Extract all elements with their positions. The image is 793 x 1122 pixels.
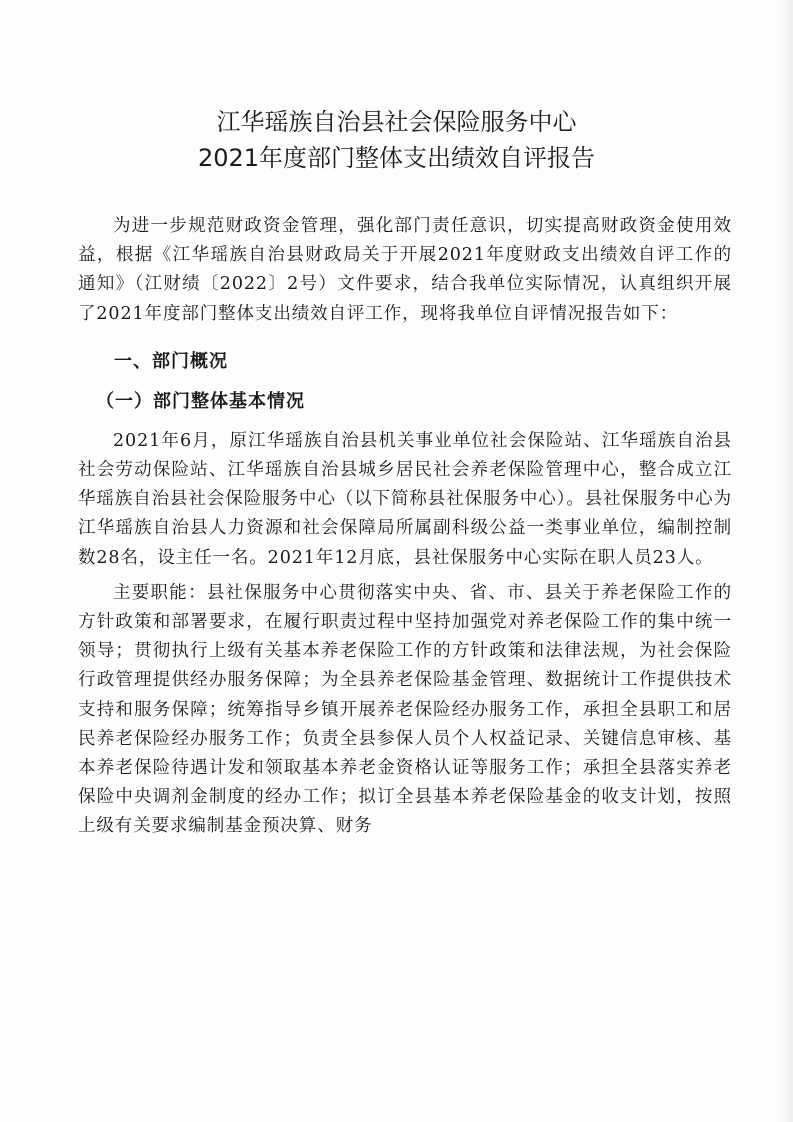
- section-heading-overview: 一、部门概况: [114, 350, 228, 372]
- title-block: [60, 104, 733, 176]
- basic-info-paragraph: 2021年6月，原江华瑶族自治县机关事业单位社会保险站、江华瑶族自治县社会劳动保险站、江华瑶族自治县城乡居民社会养老保险管理中心，整合成立江华瑶族自治县社会保险服务中心（以下简称县社保服务中心）。县社保服务中心为江华瑶族自治县人力资源和社会保障局所属副科级公益一类事业单位，编制控制数28名，设主任一名。2021年12月底，县社保服务中心实际在职人员23人。: [78, 430, 732, 568]
- title-line-1: 江华瑶族自治县社会保险服务中心: [216, 108, 577, 136]
- title-line-2: 2021年度部门整体支出绩效自评报告: [197, 144, 596, 172]
- subsection-heading-basic: （一）部门整体基本情况: [96, 390, 305, 412]
- duties-paragraph: 主要职能：县社保服务中心贯彻落实中央、省、市、县关于养老保险工作的方针政策和部署要求，在履行职责过程中坚持加强党对养老保险工作的集中统一领导；贯彻执行上级有关基本养老保险工作的方针政策和法律法规，为社会保险行政管理提供经办服务保障；为全县养老保险基金管理、数据统计工作提供技术支持和服务保障；统筹指导乡镇开展养老保险经办服务工作，承担全县职工和居民养老保险经办服务工作；负责全县参保人员个人权益记录、关键信息审核、基本养老保险待遇计发和领取基本养老金资格认证等服务工作；承担全县落实养老保险中央调剂金制度的经办工作；拟订全县基本养老保险基金的收支计划，按照上级有关要求编制基金预决算、财务: [78, 582, 732, 837]
- report-body: [78, 212, 732, 842]
- scan-edge-shadow: [779, 0, 793, 1122]
- intro-paragraph: 为进一步规范财政资金管理，强化部门责任意识，切实提高财政资金使用效益，根据《江华瑶族自治县财政局关于开展2021年度财政支出绩效自评工作的通知》（江财绩〔2022〕2号）文件要求，结合我单位实际情况，认真组织开展了2021年度部门整体支出绩效自评工作，现将我单位自评情况报告如下：: [78, 216, 732, 324]
